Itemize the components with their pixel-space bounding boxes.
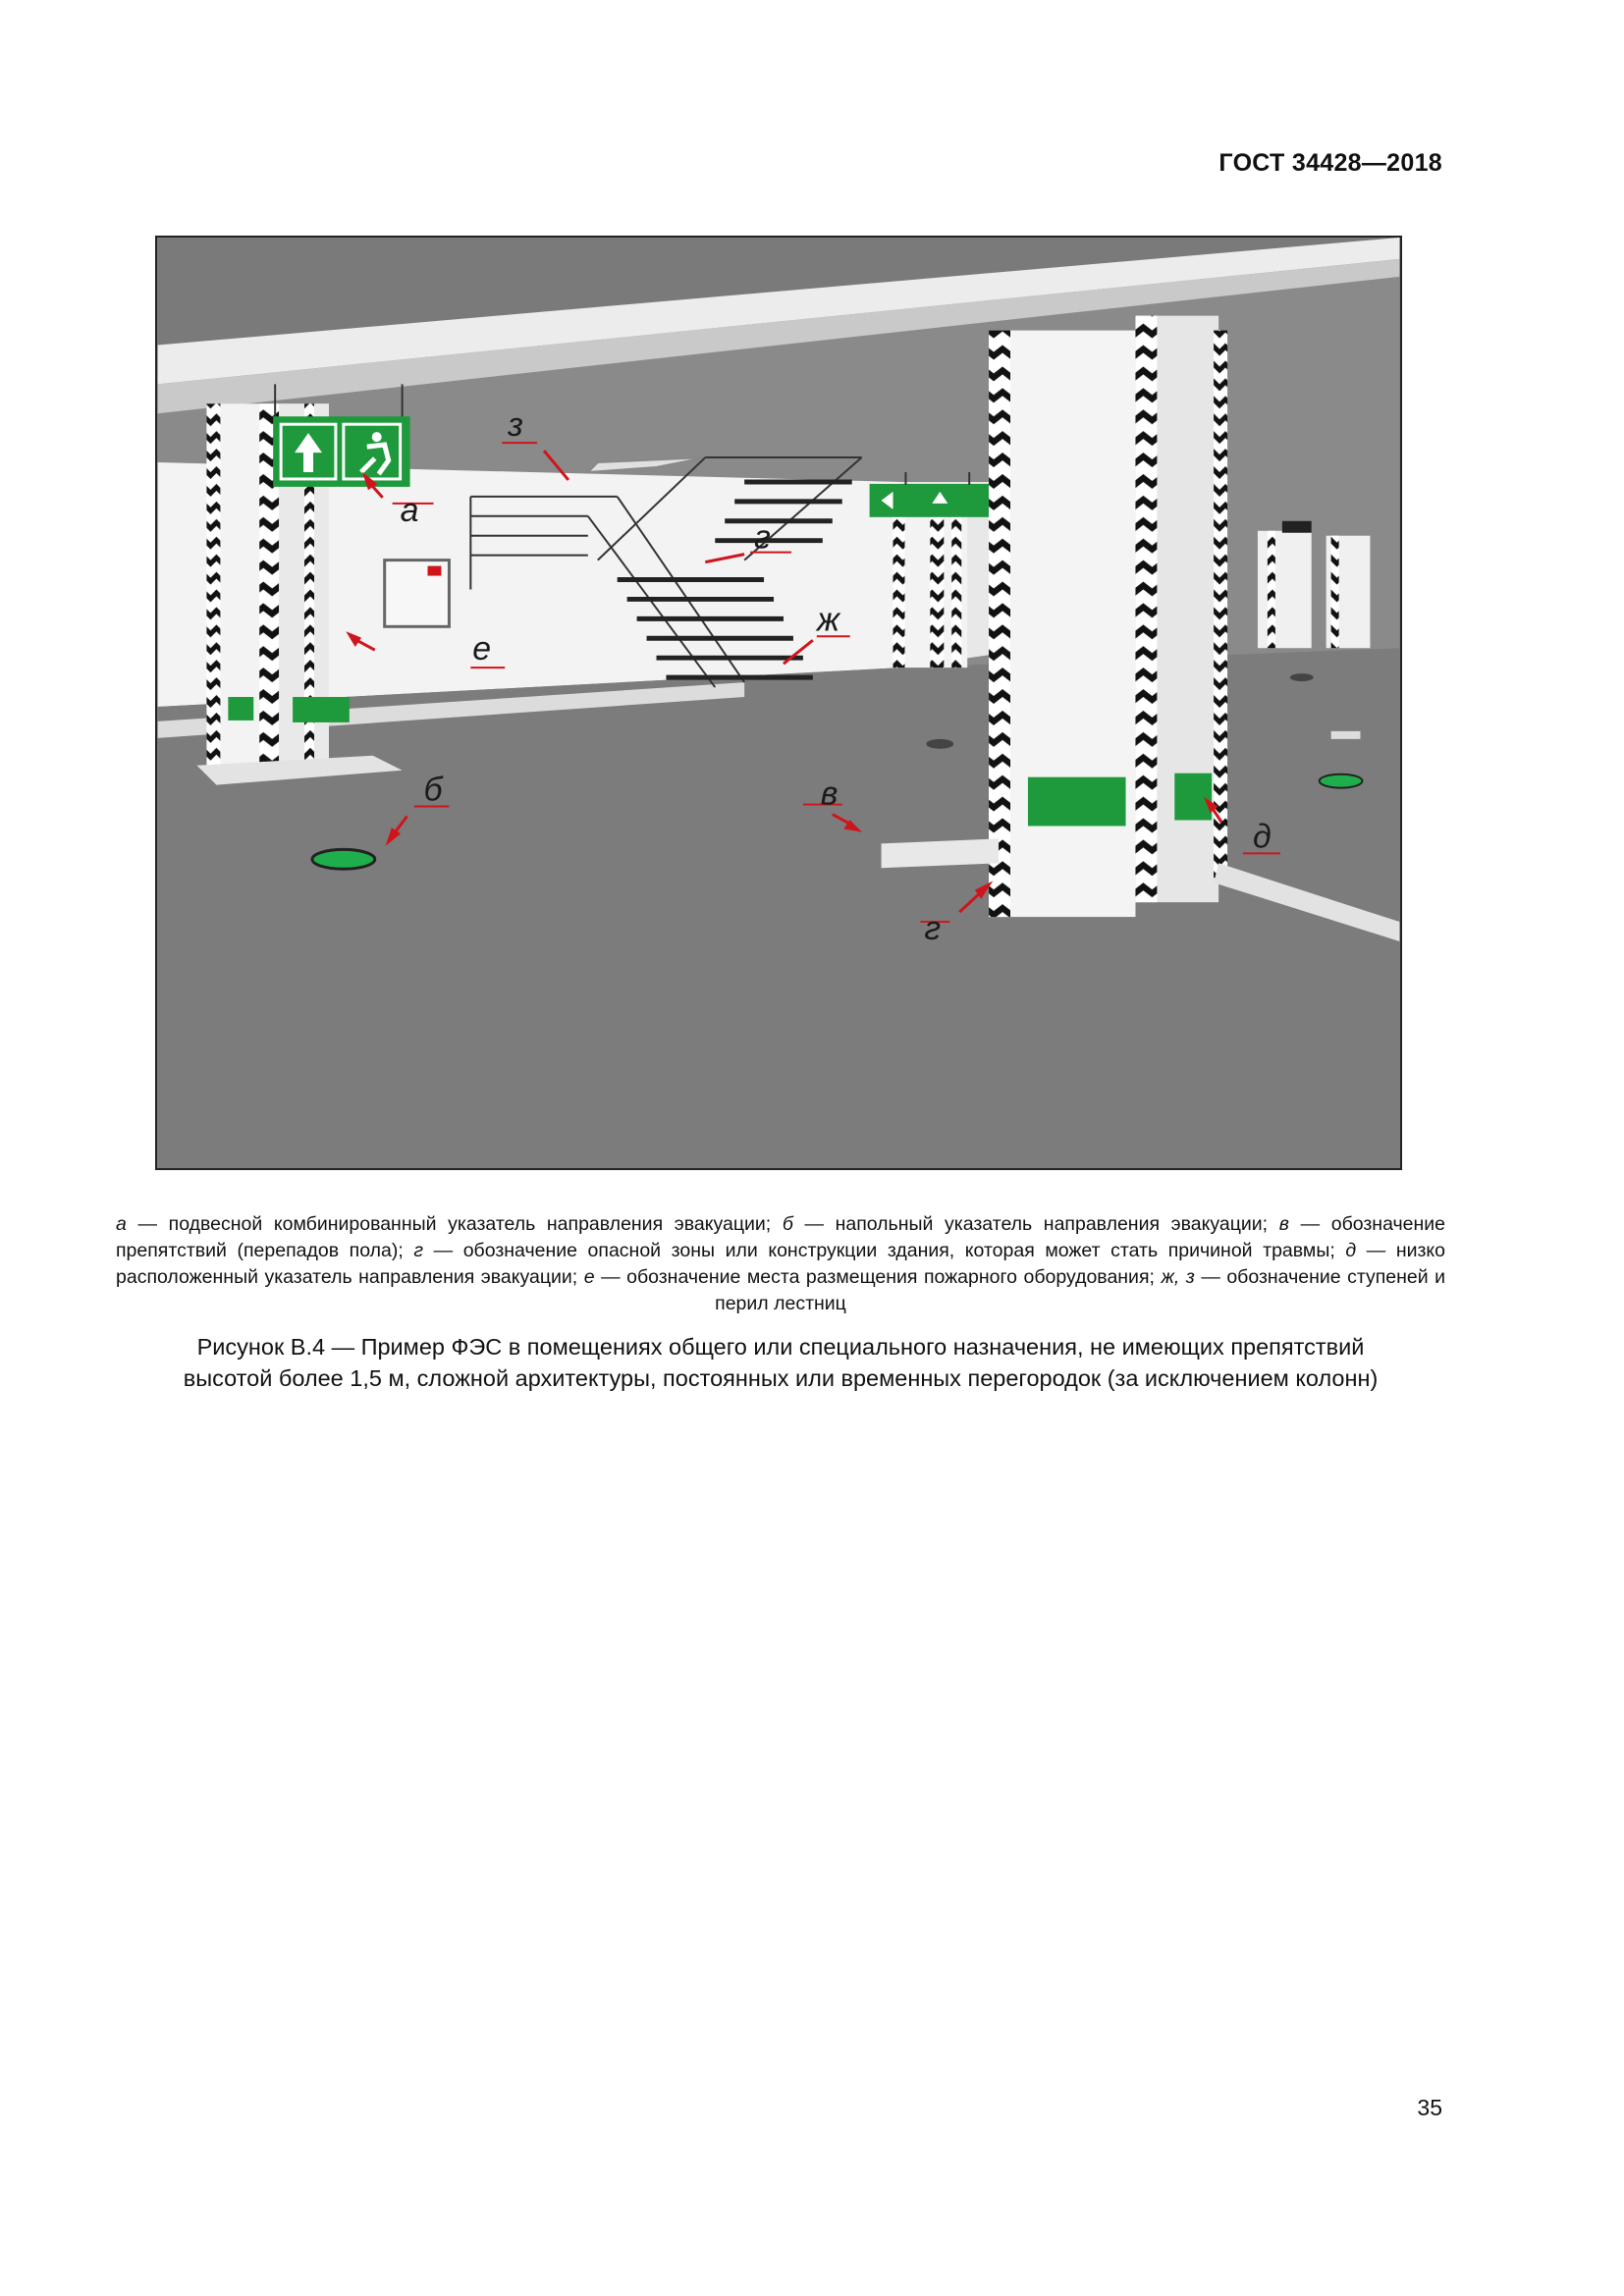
label-b: б xyxy=(423,771,443,809)
legend-text-v: обозначение препятствий (перепадов пола); xyxy=(116,1213,1445,1261)
legend-dash: — xyxy=(601,1266,621,1288)
legend-key-zh-z: ж, з xyxy=(1161,1266,1195,1288)
legend-dash: — xyxy=(433,1240,454,1261)
label-g-floor: г xyxy=(924,909,942,947)
legend-text-g: обозначение опасной зоны или конструкции здания, которая может стать причиной травмы; xyxy=(462,1240,1335,1261)
legend-key-a: а xyxy=(116,1213,127,1235)
legend-dash: — xyxy=(1366,1240,1386,1261)
figure-caption-line-2: высотой более 1,5 м, сложной архитектуры, постоянных или временных перегородок (за исключением колонн) xyxy=(183,1365,1379,1391)
label-e: е xyxy=(472,630,492,668)
column-exit-sign xyxy=(1028,777,1126,827)
legend-dash: — xyxy=(1300,1213,1321,1235)
figure-caption-line-1: Рисунок В.4 — Пример ФЭС в помещениях общего или специального назначения, не имеющих препятствий xyxy=(196,1334,1365,1360)
legend-text-zh-z: обозначение ступеней и перил лестниц xyxy=(715,1266,1446,1314)
figure-legend xyxy=(116,1211,1445,1317)
label-zh: ж xyxy=(816,601,840,639)
legend-key-b: б xyxy=(782,1213,793,1235)
label-d: д xyxy=(1252,818,1272,856)
legend-text-e: обозначение места размещения пожарного оборудования; xyxy=(626,1266,1155,1288)
legend-key-d: д xyxy=(1345,1240,1357,1261)
label-z: з xyxy=(508,406,523,445)
legend-text-b: напольный указатель направления эвакуации; xyxy=(835,1213,1269,1235)
label-a: а xyxy=(400,491,419,529)
label-v: в xyxy=(820,774,839,813)
figure-caption xyxy=(116,1331,1445,1394)
legend-key-e: е xyxy=(583,1266,595,1288)
document-standard-header: ГОСТ 34428—2018 xyxy=(1218,149,1442,177)
low-exit-sign xyxy=(1174,774,1212,821)
figure-illustration xyxy=(155,236,1402,1170)
legend-dash: — xyxy=(1201,1266,1220,1288)
legend-key-g: г xyxy=(413,1240,423,1261)
page-number: 35 xyxy=(1417,2095,1442,2120)
legend-dash: — xyxy=(137,1213,157,1235)
parking-scene-drawing xyxy=(157,238,1400,1168)
legend-key-v: в xyxy=(1278,1213,1289,1235)
floor-marker-b xyxy=(312,849,375,869)
legend-text-d: низко расположенный указатель направления эвакуации; xyxy=(116,1240,1446,1288)
label-g-stair: г xyxy=(754,518,771,557)
legend-text-a: подвесной комбинированный указатель направления эвакуации; xyxy=(168,1213,772,1235)
legend-dash: — xyxy=(804,1213,824,1235)
